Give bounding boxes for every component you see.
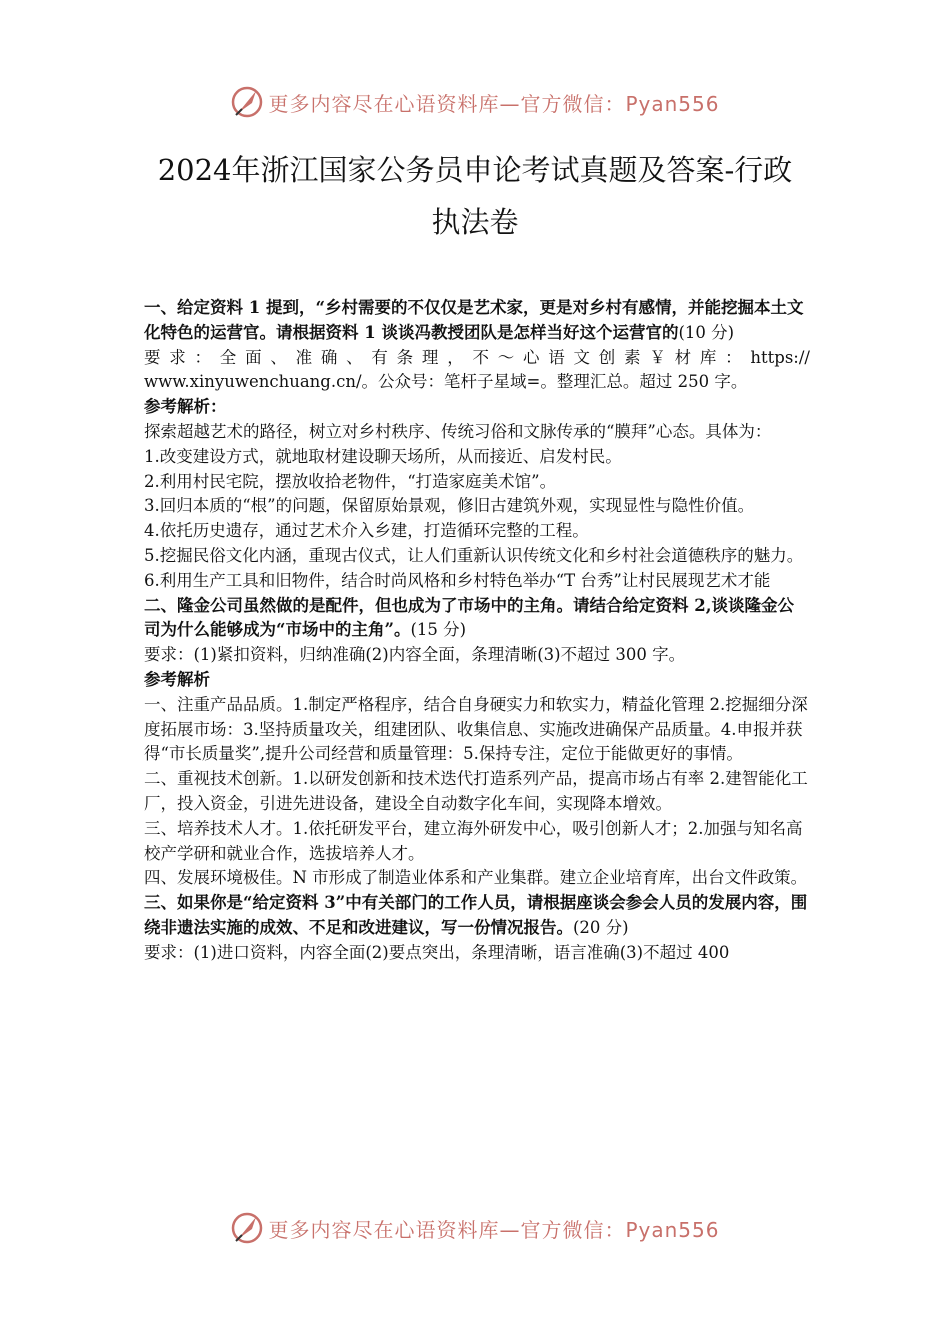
question-3-points: (20 分)	[573, 917, 629, 937]
footer-watermark-banner	[0, 1208, 950, 1248]
question-1	[144, 296, 810, 346]
document-body	[144, 296, 810, 966]
quill-logo-icon	[230, 85, 264, 119]
question-1-requirement-line-2: www.xinyuwenchuang.cn/。公众号：笔杆子星域=。整理汇总。超过 250 字。	[144, 372, 748, 392]
title-line-1: 2024年浙江国家公务员申论考试真题及答案-行政	[157, 153, 793, 187]
header-watermark-banner	[0, 82, 950, 122]
question-2-points: (15 分)	[410, 620, 467, 640]
answer-1-paragraph: 探索超越艺术的路径，树立对乡村秩序、传统习俗和文脉传承的“膜拜”心态。具体为：	[144, 421, 772, 441]
question-1-points: (10 分)	[678, 322, 735, 342]
question-3-text: 三、如果你是“给定资料 3”中有关部门的工作人员，请根据座谈会参会人员的发展内容，围绕非遗法实施的成效、不足和改进建议，写一份情况报告。	[144, 893, 808, 937]
quill-logo-icon	[230, 1211, 264, 1245]
answer-2-paragraph: 四、发展环境极佳。N 市形成了制造业体系和产业集群。建立企业培育库，出台文件政策。	[144, 868, 808, 888]
answer-1-paragraph: 3.回归本质的“根”的问题，保留原始景观，修旧古建筑外观，实现显性与隐性价值。	[144, 496, 755, 516]
question-1-requirement-line-1: 要 求 ： 全 面 、 准 确 、 有 条 理 ， 不 ～ 心 语 文 创 素 ￥ 材 库 ： https://	[144, 347, 810, 367]
question-2-requirement: 要求：(1)紧扣资料，归纳准确(2)内容全面，条理清晰(3)不超过 300 字。	[144, 645, 686, 665]
answer-1-paragraph: 5.挖掘民俗文化内涵，重现古仪式，让人们重新认识传统文化和乡村社会道德秩序的魅力。	[144, 545, 804, 565]
answer-2-paragraph: 二、重视技术创新。1.以研发创新和技术迭代打造系列产品，提高市场占有率 2.建智能化工厂，投入资金，引进先进设备，建设全自动数字化车间，实现降本增效。	[144, 769, 808, 813]
page-title	[0, 144, 950, 248]
question-1-text: 一、给定资料 1 提到，“乡村需要的不仅仅是艺术家，更是对乡村有感情，并能挖掘本土文化特色的运营官。请根据资料 1 谈谈冯教授团队是怎样当好这个运营官的	[144, 298, 804, 342]
answer-1-paragraph: 2.利用村民宅院，摆放收拾老物件，“打造家庭美术馆”。	[144, 471, 557, 491]
question-2-text: 二、隆金公司虽然做的是配件，但也成为了市场中的主角。请结合给定资料 2,谈谈隆金公司为什么能够成为“市场中的主角”。	[144, 595, 794, 640]
answer-2-paragraph: 三、培养技术人才。1.依托研发平台，建立海外研发中心，吸引创新人才；2.加强与知名高校产学研和就业合作，选拔培养人才。	[144, 818, 803, 863]
question-3	[144, 891, 810, 941]
answer-1-label: 参考解析：	[144, 397, 227, 417]
answer-1-paragraph: 1.改变建设方式，就地取材建设聊天场所，从而接近、启发村民。	[144, 446, 622, 466]
answer-2-label: 参考解析	[144, 669, 210, 689]
answer-2-paragraph: 一、注重产品品质。1.制定严格程序，结合自身硬实力和软实力，精益化管理 2.挖掘细分深度拓展市场：3.坚持质量攻关，组建团队、收集信息、实施改进确保产品质量。4.申报并获得“市长质量奖”,提升公司经营和质量管理：5.保持专注，定位于能做更好的事情。	[144, 694, 808, 764]
answer-1-paragraph: 6.利用生产工具和旧物件，结合时尚风格和乡村特色举办“T 台秀”让村民展现艺术才能	[144, 570, 771, 590]
banner-text: 更多内容尽在心语资料库—官方微信：Pyan556	[268, 1217, 720, 1242]
answer-1-paragraph: 4.依托历史遗存，通过艺术介入乡建，打造循环完整的工程。	[144, 521, 589, 541]
title-line-2: 执法卷	[431, 205, 519, 239]
banner-text: 更多内容尽在心语资料库—官方微信：Pyan556	[268, 91, 720, 116]
question-3-requirement: 要求：(1)进口资料，内容全面(2)要点突出，条理清晰，语言准确(3)不超过 400	[144, 942, 730, 962]
question-2	[144, 594, 810, 644]
